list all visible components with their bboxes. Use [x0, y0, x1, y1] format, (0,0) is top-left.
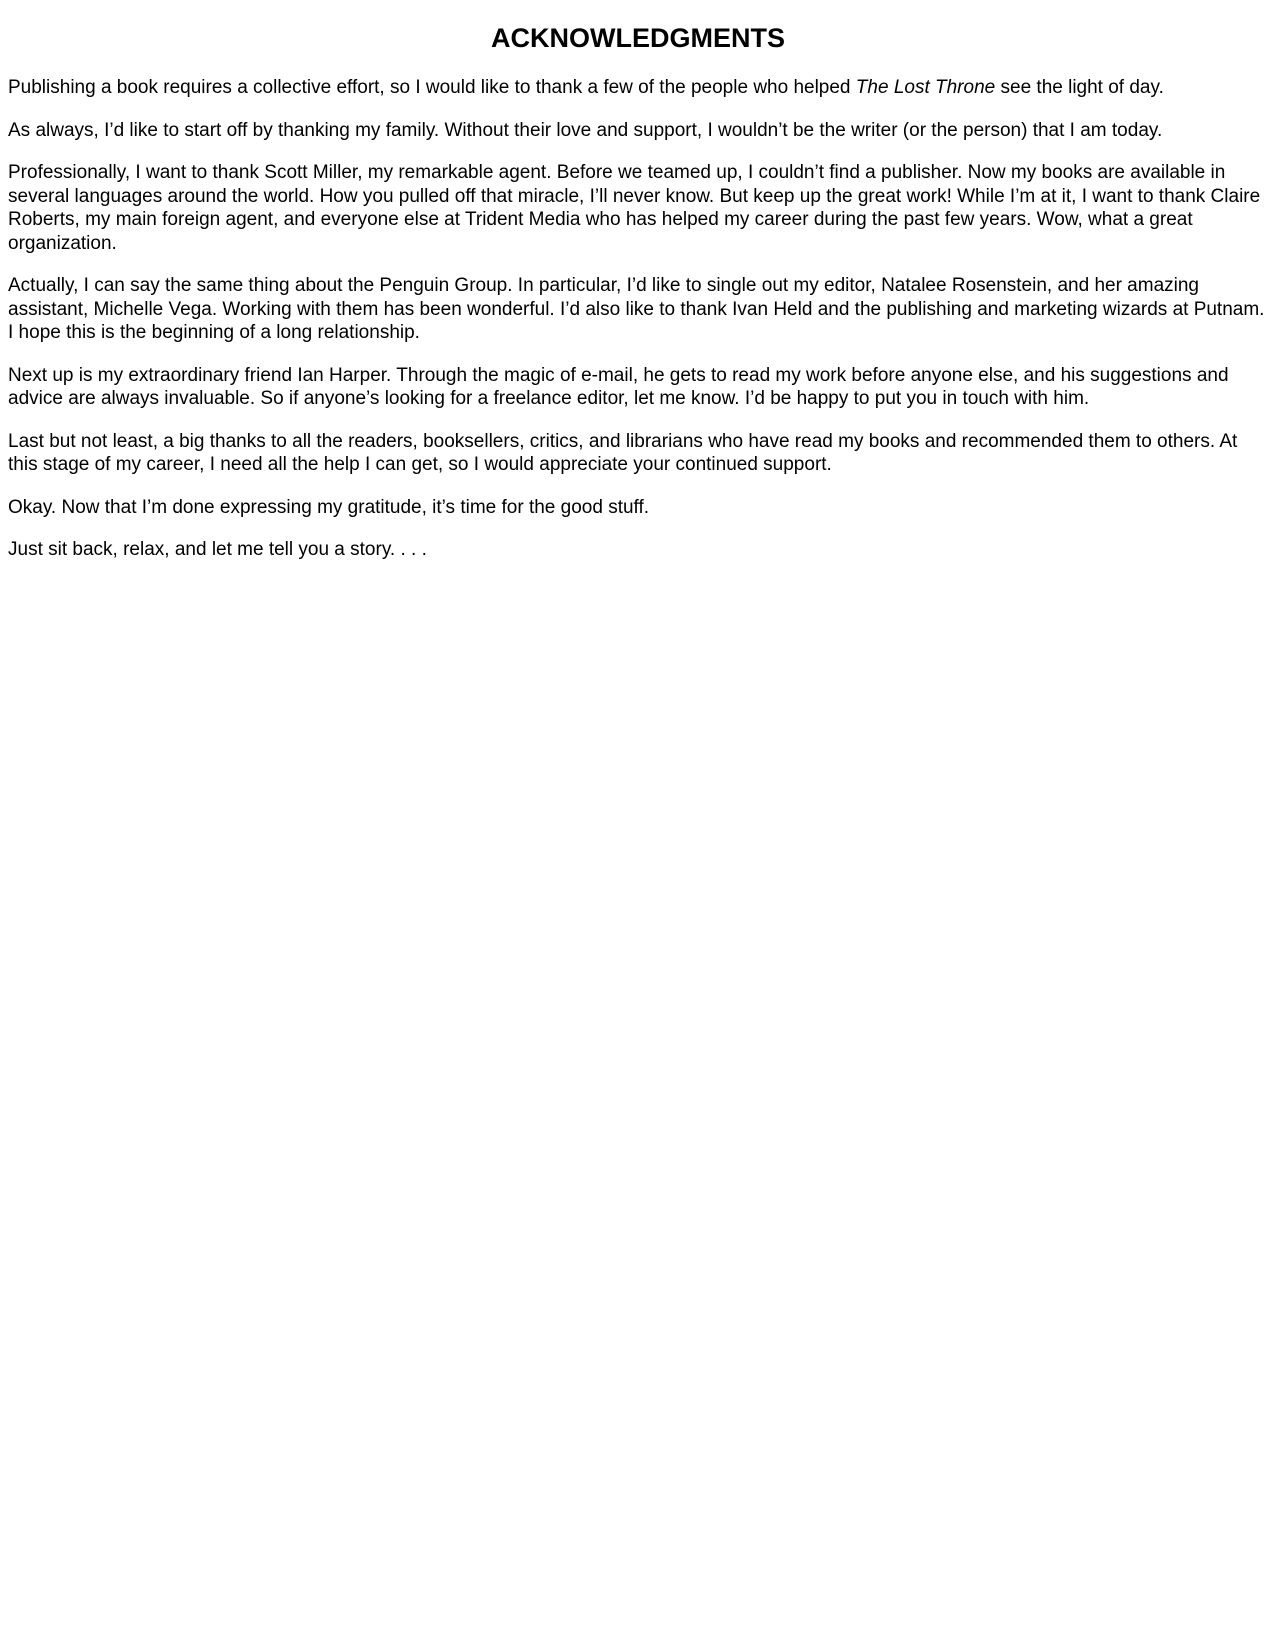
paragraph-readers: Last but not least, a big thanks to all the readers, booksellers, critics, and librarians who have read my books and recommended them to others. At this stage of my career, I need all the help I can get, so I would appreciate your continued support.	[8, 430, 1238, 475]
paragraph-gratitude: Okay. Now that I’m done expressing my gratitude, it’s time for the good stuff.	[8, 496, 650, 518]
paragraph-friend: Next up is my extraordinary friend Ian Harper. Through the magic of e-mail, he gets to read my work before anyone else, and his suggestions and advice are always invaluable. So if anyone’s looking for a freelance editor, let me know. I’d be happy to put you in touch with him.	[8, 364, 1229, 409]
paragraph-closing: Just sit back, relax, and let me tell you a story. . . .	[8, 539, 427, 560]
paragraph-agent: Professionally, I want to thank Scott Miller, my remarkable agent. Before we teamed up, I couldn’t find a publisher. Now my books are available in several languages around the world. How you pulled off that miracle, I’ll never know. But keep up the great work! While I’m at it, I want to thank Claire Roberts, my main foreign agent, and everyone else at Trident Media who has helped my career during the past few years. Wow, what a great organization.	[8, 162, 1261, 254]
paragraph-text: see the light of day.	[995, 77, 1164, 98]
book-title: The Lost Throne	[855, 77, 996, 98]
document-page	[8, 18, 1268, 581]
paragraph-family: As always, I’d like to start off by thanking my family. Without their love and support, I wouldn’t be the writer (or the person) that I am today.	[8, 119, 1163, 141]
page-title: ACKNOWLEDGMENTS	[491, 23, 785, 53]
paragraph-publisher: Actually, I can say the same thing about the Penguin Group. In particular, I’d like to single out my editor, Natalee Rosenstein, and her amazing assistant, Michelle Vega. Working with them has been wonderful. I’d also like to thank Ivan Held and the publishing and marketing wizards at Putnam. I hope this is the beginning of a long relationship.	[8, 275, 1265, 343]
paragraph-text: Publishing a book requires a collective effort, so I would like to thank a few of the people who helped	[8, 77, 856, 98]
paragraph-publishing	[8, 76, 1268, 100]
